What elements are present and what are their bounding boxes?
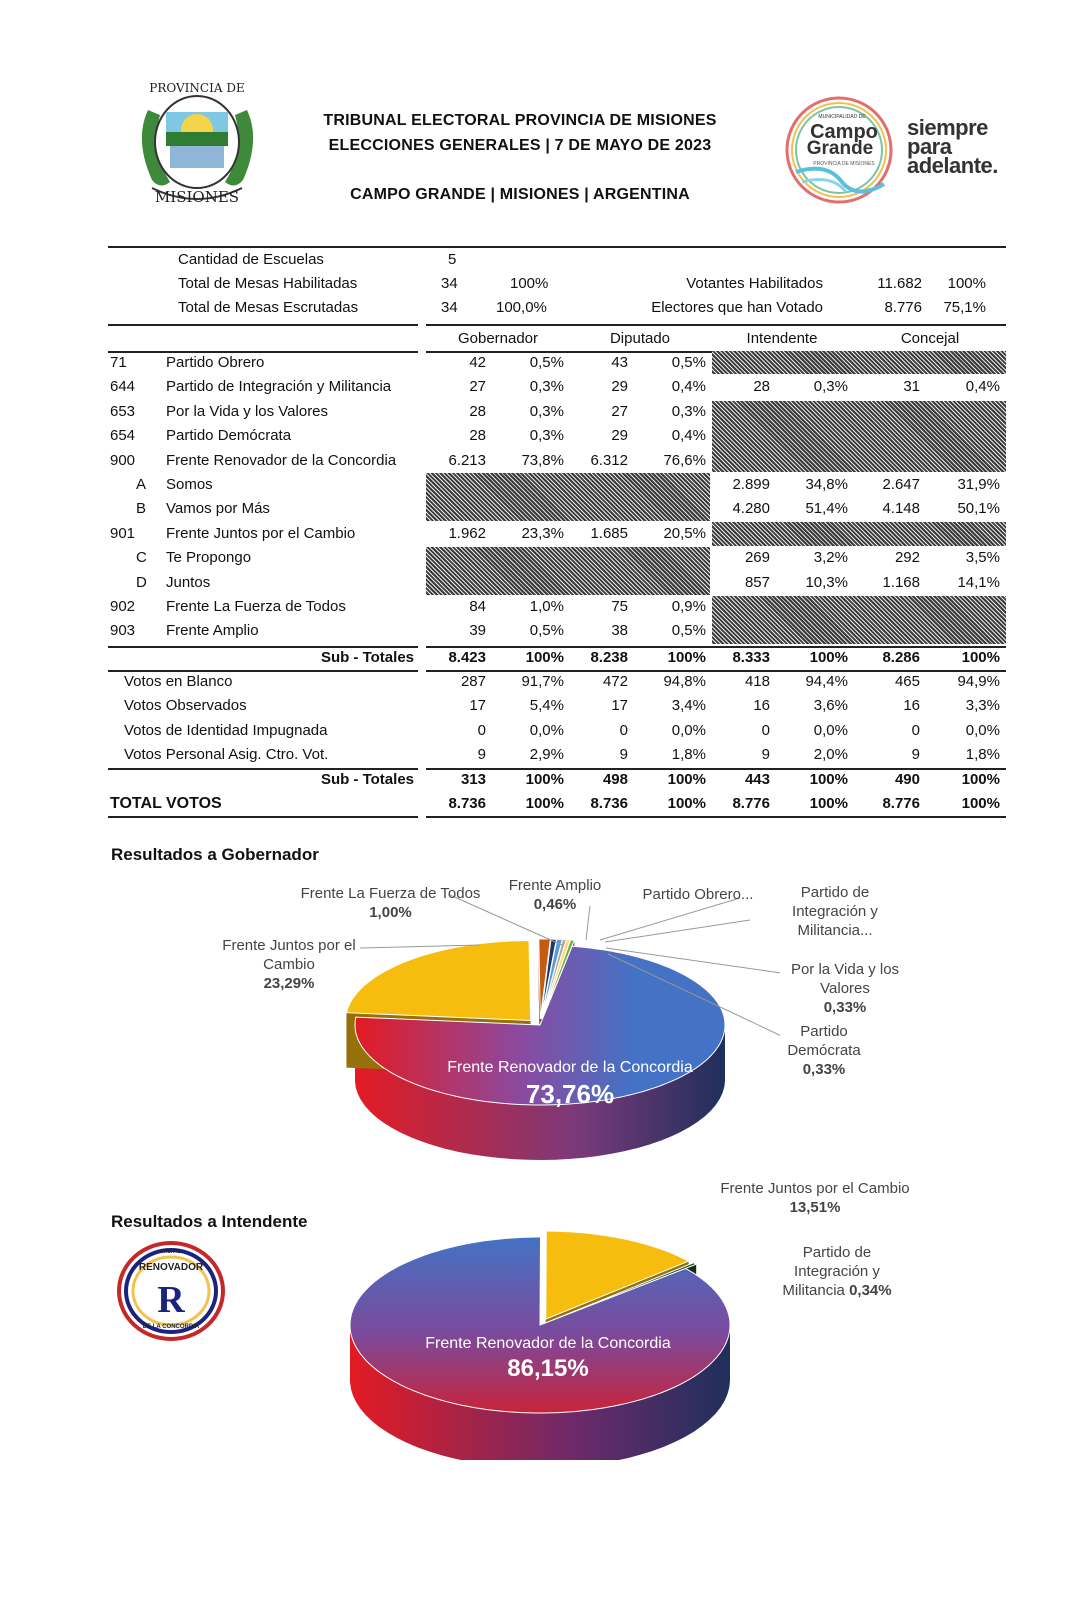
mesas-esc-value: 34 [441, 299, 458, 316]
party-con-pct: 3,5% [965, 549, 1000, 567]
muni-small-text: MUNICIPALIDAD DE [818, 114, 866, 120]
party-int: 269 [744, 549, 770, 567]
other-votes-dip: 17 [611, 697, 628, 715]
electores-pct: 75,1% [943, 299, 986, 316]
other-votes-dip: 472 [602, 673, 628, 690]
other-votes-gob-pct: 91,7% [521, 673, 564, 690]
other-votes-con: 465 [894, 673, 920, 690]
slogan [907, 115, 998, 178]
electores-value: 8.776 [884, 299, 922, 316]
party-int-pct: 51,4% [805, 500, 848, 518]
pie1-label-democrata [770, 1022, 878, 1079]
header-line2: ELECCIONES GENERALES | 7 DE MAYO DE 2023 [328, 137, 712, 154]
pie1-label-integracion-name: Partido de Integración y Militancia... [792, 884, 878, 939]
other-votes-row [108, 694, 1006, 718]
party-dip: 27 [611, 402, 628, 420]
party-code: 654 [110, 427, 136, 445]
other-votes-dip-pct: 94,8% [663, 673, 706, 690]
party-code: 902 [110, 598, 136, 615]
badge-word: RENOVADOR [138, 1262, 204, 1273]
pie1-label-integracion [766, 883, 904, 940]
votantes-value: 11.682 [877, 275, 922, 292]
party-dip: 1.685 [590, 524, 628, 542]
party-code: 653 [110, 402, 136, 420]
chart2-title: Resultados a Intendente [111, 1212, 308, 1231]
pie2-label-renovador-name: Frente Renovador de la Concordia [425, 1335, 671, 1352]
pie2-label-juntos-value: 13,51% [789, 1199, 841, 1216]
subtotal1-dip-pct: 100% [667, 649, 706, 666]
subtotal2-dip-pct: 100% [667, 771, 706, 788]
other-votes-int: 418 [744, 673, 770, 690]
other-votes-name: Votos Observados [124, 697, 247, 715]
pie1-label-juntos-name: Frente Juntos por el Cambio [222, 937, 356, 973]
total-gob-pct: 100% [525, 795, 564, 812]
pie-leader-line [605, 920, 750, 942]
party-gob: 27 [469, 378, 486, 396]
other-votes-int: 0 [761, 721, 770, 739]
summary-row-escuelas [108, 248, 1006, 272]
party-dip: 29 [611, 427, 628, 445]
pie1-label-democrata-value: 0,33% [802, 1061, 846, 1078]
pie1-label-fuerza-name: Frente La Fuerza de Todos [300, 885, 481, 902]
party-name: Vamos por Más [166, 500, 270, 518]
pie2-label-integracion [768, 1243, 906, 1300]
party-gob: 1.962 [448, 524, 486, 542]
party-dip: 38 [611, 622, 628, 640]
party-gob: 42 [469, 354, 486, 371]
party-name: Somos [166, 476, 213, 493]
mesas-hab-value: 34 [441, 275, 458, 292]
other-votes-con-pct: 1,8% [965, 746, 1000, 764]
total-label: TOTAL VOTOS [110, 795, 222, 812]
other-votes-row [108, 743, 1006, 767]
total-int: 8.776 [732, 795, 770, 812]
pie1-label-fuerza-value: 1,00% [369, 904, 412, 921]
pie1-label-renovador [420, 1058, 720, 1111]
total-gob: 8.736 [448, 795, 486, 812]
pie-slice-1 [347, 941, 531, 1021]
mesas-hab-label: Total de Mesas Habilitadas [178, 275, 358, 292]
other-votes-gob: 0 [477, 721, 486, 739]
pie2-label-renovador [398, 1334, 698, 1385]
na-block-gob-cd [426, 547, 710, 595]
slogan-line2: para [907, 134, 952, 159]
other-votes-dip-pct: 1,8% [671, 746, 706, 764]
escuelas-label: Cantidad de Escuelas [178, 251, 324, 268]
votantes-pct: 100% [947, 275, 986, 292]
province-seal [130, 70, 265, 210]
other-votes-int-pct: 3,6% [813, 697, 848, 715]
party-gob: 6.213 [448, 451, 486, 469]
votantes-label: Votantes Habilitados [686, 275, 823, 292]
party-gob-pct: 0,3% [529, 378, 564, 396]
na-block-intendente-71 [712, 351, 1006, 374]
na-block-gob-ab [426, 473, 710, 521]
party-dip-pct: 20,5% [663, 524, 706, 542]
other-votes-int-pct: 2,0% [813, 746, 848, 764]
other-votes-int-pct: 94,4% [805, 673, 848, 690]
escuelas-value: 5 [448, 251, 457, 268]
other-votes-row [108, 670, 1006, 694]
party-int-pct: 34,8% [805, 476, 848, 493]
col-intendente: Intendente [746, 330, 818, 347]
party-gob-pct: 73,8% [521, 451, 564, 469]
badge-top-text: FRENTE [161, 1249, 181, 1255]
pie1-label-democrata-name: Partido Demócrata [787, 1023, 861, 1059]
subtotal1-gob: 8.423 [448, 649, 486, 666]
col-gobernador: Gobernador [457, 330, 539, 347]
other-votes-con: 0 [911, 721, 920, 739]
pie-intendente [300, 1200, 780, 1460]
party-name: Frente Renovador de la Concordia [166, 451, 397, 469]
party-dip: 75 [611, 598, 628, 615]
party-name: Partido de Integración y Militancia [166, 378, 392, 396]
pie1-label-renovador-name: Frente Renovador de la Concordia [447, 1059, 693, 1076]
party-name: Frente La Fuerza de Todos [166, 598, 346, 615]
party-code: 900 [110, 451, 136, 469]
party-dip-pct: 0,4% [671, 378, 706, 396]
pie-leader-line [600, 898, 740, 940]
party-gob-pct: 1,0% [529, 598, 564, 615]
pie1-label-amplio-name: Frente Amplio [508, 877, 602, 894]
pie2-label-renovador-value: 86,15% [507, 1355, 589, 1382]
party-code: C [136, 549, 147, 567]
other-votes-con: 9 [911, 746, 920, 764]
party-name: Partido Obrero [166, 354, 265, 371]
party-gob-pct: 23,3% [521, 524, 564, 542]
badge-letter: R [157, 1279, 185, 1321]
party-gob: 28 [469, 427, 486, 445]
subtotal2-int: 443 [744, 771, 770, 788]
total-dip: 8.736 [590, 795, 628, 812]
party-con-pct: 14,1% [957, 573, 1000, 591]
subtotal2-dip: 498 [602, 771, 628, 788]
municipality-logo [782, 92, 902, 210]
subtotal1-gob-pct: 100% [525, 649, 564, 666]
muni-sub-text: PROVINCIA DE MISIONES [813, 161, 875, 167]
other-votes-name: Votos de Identidad Impugnada [124, 721, 328, 739]
party-gob-pct: 0,5% [529, 622, 564, 640]
subtotal1-int: 8.333 [732, 649, 770, 666]
other-votes-int-pct: 0,0% [813, 721, 848, 739]
badge-bottom-text: DE LA CONCORDIA [142, 1324, 200, 1330]
na-block-intendente-901 [712, 522, 1006, 546]
summary-row-mesas-habilitadas [108, 272, 1006, 296]
party-int: 28 [753, 378, 770, 396]
mesas-esc-label: Total de Mesas Escrutadas [178, 299, 359, 316]
party-code: A [136, 476, 147, 493]
party-name: Por la Vida y los Valores [166, 402, 329, 420]
party-con: 292 [894, 549, 920, 567]
pie1-label-juntos [214, 936, 364, 993]
header-line3: CAMPO GRANDE | MISIONES | ARGENTINA [350, 186, 690, 203]
party-int: 857 [744, 573, 770, 591]
party-dip-pct: 0,3% [671, 402, 706, 420]
total-con-pct: 100% [961, 795, 1000, 812]
pie2-label-juntos [700, 1179, 930, 1217]
party-con-pct: 50,1% [957, 500, 1000, 518]
other-votes-gob-pct: 2,9% [529, 746, 564, 764]
other-votes-con-pct: 3,3% [965, 697, 1000, 715]
party-code: 901 [110, 524, 136, 542]
other-votes-int: 9 [761, 746, 770, 764]
na-block-intendente-653-900 [712, 401, 1006, 472]
column-header-row [108, 327, 1006, 351]
party-dip-pct: 0,5% [671, 622, 706, 640]
other-votes-con: 16 [903, 697, 920, 715]
other-votes-dip-pct: 3,4% [671, 697, 706, 715]
party-dip: 29 [611, 378, 628, 396]
pie1-label-amplio [494, 876, 616, 914]
subtotal2-gob-pct: 100% [525, 771, 564, 788]
mesas-hab-pct: 100% [510, 275, 549, 292]
other-votes-gob: 287 [460, 673, 486, 690]
subtotal-row-2 [108, 768, 1006, 792]
other-votes-dip: 0 [619, 721, 628, 739]
other-votes-con-pct: 0,0% [965, 721, 1000, 739]
party-gob-pct: 0,5% [529, 354, 564, 371]
subtotal1-int-pct: 100% [809, 649, 848, 666]
na-block-intendente-902-903 [712, 596, 1006, 644]
subtotal2-int-pct: 100% [809, 771, 848, 788]
party-code: B [136, 500, 147, 518]
renovador-badge [114, 1238, 228, 1344]
other-votes-gob: 17 [469, 697, 486, 715]
other-votes-name: Votos en Blanco [124, 673, 233, 690]
party-row [108, 375, 1006, 399]
party-name: Juntos [166, 573, 211, 591]
other-votes-con-pct: 94,9% [957, 673, 1000, 690]
party-code: 903 [110, 622, 136, 640]
mesas-esc-pct: 100,0% [496, 299, 547, 316]
total-dip-pct: 100% [667, 795, 706, 812]
party-dip-pct: 76,6% [663, 451, 706, 469]
party-int: 4.280 [732, 500, 770, 518]
chart1-title: Resultados a Gobernador [111, 845, 319, 864]
party-dip-pct: 0,9% [671, 598, 706, 615]
pie1-label-vida-name: Por la Vida y los Valores [790, 961, 900, 997]
party-gob-pct: 0,3% [529, 402, 564, 420]
electores-label: Electores que han Votado [651, 299, 823, 316]
subtotal1-con-pct: 100% [961, 649, 1000, 666]
subtotal-row-1 [108, 646, 1006, 670]
other-votes-dip: 9 [619, 746, 628, 764]
pie1-label-renovador-value: 73,76% [525, 1079, 615, 1109]
total-row [108, 792, 1006, 816]
pie1-label-obrero-name: Partido Obrero... [642, 886, 754, 903]
pie2-label-integracion-value: 0,34% [849, 1282, 892, 1299]
subtotal2-label: Sub - Totales [320, 771, 414, 788]
other-votes-name: Votos Personal Asig. Ctro. Vot. [124, 746, 329, 764]
party-dip: 6.312 [590, 451, 628, 469]
seal-text-bottom: MISIONES [154, 188, 240, 206]
party-code: 71 [110, 354, 127, 371]
party-con: 4.148 [882, 500, 920, 518]
pie2-label-integracion-name: Partido de Integración y Militancia [782, 1244, 880, 1299]
party-gob-pct: 0,3% [529, 427, 564, 445]
party-gob: 84 [469, 598, 486, 615]
pie-gobernador [300, 890, 780, 1160]
party-int-pct: 10,3% [805, 573, 848, 591]
col-concejal: Concejal [900, 330, 960, 347]
header-line1: TRIBUNAL ELECTORAL PROVINCIA DE MISIONES [323, 112, 717, 129]
party-int-pct: 3,2% [813, 549, 848, 567]
pie1-label-fuerza [278, 884, 503, 922]
subtotal1-label: Sub - Totales [320, 649, 414, 666]
party-con: 2.647 [882, 476, 920, 493]
seal-text-top: PROVINCIA DE [149, 81, 245, 95]
party-gob: 39 [469, 622, 486, 640]
total-con: 8.776 [882, 795, 920, 812]
party-name: Te Propongo [166, 549, 252, 567]
pie1-label-amplio-value: 0,46% [533, 896, 577, 913]
subtotal2-con: 490 [894, 771, 920, 788]
col-diputado: Diputado [609, 330, 671, 347]
slogan-line1: siempre [907, 115, 988, 140]
pie1-label-vida-value: 0,33% [823, 999, 867, 1016]
party-code: 644 [110, 378, 136, 396]
pie1-label-vida [778, 960, 912, 1017]
muni-name-line1: Campo [810, 121, 878, 143]
subtotal2-gob: 313 [460, 771, 486, 788]
other-votes-dip-pct: 0,0% [671, 721, 706, 739]
party-name: Frente Juntos por el Cambio [166, 524, 356, 542]
party-con-pct: 31,9% [957, 476, 1000, 493]
party-dip-pct: 0,4% [671, 427, 706, 445]
party-name: Frente Amplio [166, 622, 259, 640]
party-con: 1.168 [882, 573, 920, 591]
subtotal1-con: 8.286 [882, 649, 920, 666]
other-votes-int: 16 [753, 697, 770, 715]
party-gob: 28 [469, 402, 486, 420]
subtotal2-con-pct: 100% [961, 771, 1000, 788]
muni-name-line2: Grande [806, 138, 874, 159]
other-votes-row [108, 719, 1006, 743]
party-dip: 43 [611, 354, 628, 371]
party-con-pct: 0,4% [965, 378, 1000, 396]
other-votes-gob-pct: 0,0% [529, 721, 564, 739]
party-con: 31 [903, 378, 920, 396]
other-votes-gob: 9 [477, 746, 486, 764]
total-int-pct: 100% [809, 795, 848, 812]
party-int-pct: 0,3% [813, 378, 848, 396]
summary-row-mesas-escrutadas [108, 296, 1006, 320]
subtotal1-dip: 8.238 [590, 649, 628, 666]
other-votes-gob-pct: 5,4% [529, 697, 564, 715]
slogan-line3: adelante. [907, 153, 998, 178]
party-name: Partido Demócrata [166, 427, 292, 445]
party-code: D [136, 573, 147, 591]
pie2-label-juntos-name: Frente Juntos por el Cambio [720, 1180, 910, 1197]
party-int: 2.899 [732, 476, 770, 493]
party-dip-pct: 0,5% [671, 354, 706, 371]
pie1-label-juntos-value: 23,29% [263, 975, 315, 992]
pie1-label-obrero [630, 885, 766, 904]
